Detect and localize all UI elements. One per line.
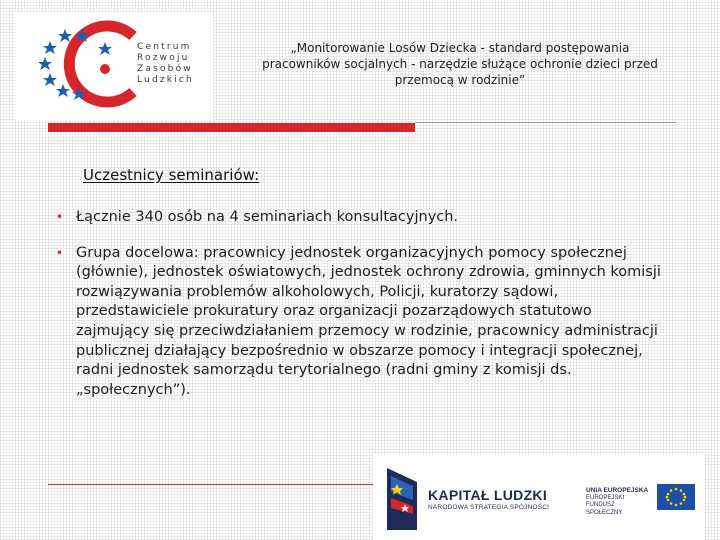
- logo-red-dot: [100, 64, 110, 74]
- star-icon: [38, 57, 52, 70]
- eu-line-2: EUROPEJSKI: [586, 494, 625, 501]
- header-divider: [415, 122, 676, 123]
- footer-divider: [48, 484, 378, 485]
- eu-line-1: UNIA EUROPEJSKA: [586, 487, 649, 494]
- header-title-line: przemocą w rodzinie”: [394, 73, 526, 87]
- logo-word-1: Centrum: [137, 42, 192, 52]
- footer-logos: [373, 454, 705, 540]
- bullet-text: Grupa docelowa: pracownicy jednostek organizacyjnych pomocy społecznej (głównie), jednostek oświatowych, jednostek ochrony zdrowia, gminnych komisji rozwiązywania problemów alkoholowych, Policji, kuratorzy sądowi, przedstawiciele prokuratury oraz organizacji pozarządowych statutowo zajmujący się przeciwdziałaniem przemocy w rodzinie, pracownicy administracji publicznej działający bezpośrednio w obszarze pomocy i integracji społecznej, radni jednostek samorządu terytorialnego (radni gminy z komisji ds. „społecznych”).: [76, 244, 661, 398]
- bullet-text: Łącznie 340 osób na 4 seminariach konsultacyjnych.: [76, 209, 459, 225]
- bullet-icon: •: [56, 245, 64, 260]
- bullet-icon: •: [56, 210, 64, 224]
- bullet-item: [54, 208, 664, 228]
- star-icon: [58, 29, 72, 42]
- header-title: [250, 40, 670, 88]
- star-icon: [43, 73, 57, 86]
- header-red-bar: [48, 123, 415, 132]
- star-icon: [98, 42, 112, 55]
- kapital-ludzki-title: KAPITAŁ LUDZKI: [428, 487, 548, 503]
- logo-word-2: Rozwoju: [137, 53, 190, 63]
- bullet-list: [54, 208, 664, 400]
- eu-flag-icon: [657, 484, 695, 510]
- header-title-line: pracowników socjalnych - narzędzie służące ochronie dzieci przed: [262, 57, 658, 71]
- kapital-ludzki-emblem: [387, 468, 417, 530]
- logo-word-3: Zasobów: [137, 64, 193, 74]
- bullet-item: [54, 244, 664, 401]
- eu-line-3: FUNDUSZ SPOŁECZNY: [586, 502, 623, 516]
- crzl-logo: [15, 12, 213, 120]
- star-icon: [43, 41, 57, 54]
- section-title: Uczestnicy seminariów:: [83, 166, 260, 184]
- header-title-line: „Monitorowanie Losów Dziecka - standard postępowania: [290, 41, 630, 55]
- star-icon: [56, 84, 70, 97]
- eu-text: [586, 487, 650, 517]
- kapital-ludzki-subtitle: NARODOWA STRATEGIA SPÓJNOŚCI: [428, 504, 550, 511]
- logo-word-4: Ludzkich: [137, 75, 194, 85]
